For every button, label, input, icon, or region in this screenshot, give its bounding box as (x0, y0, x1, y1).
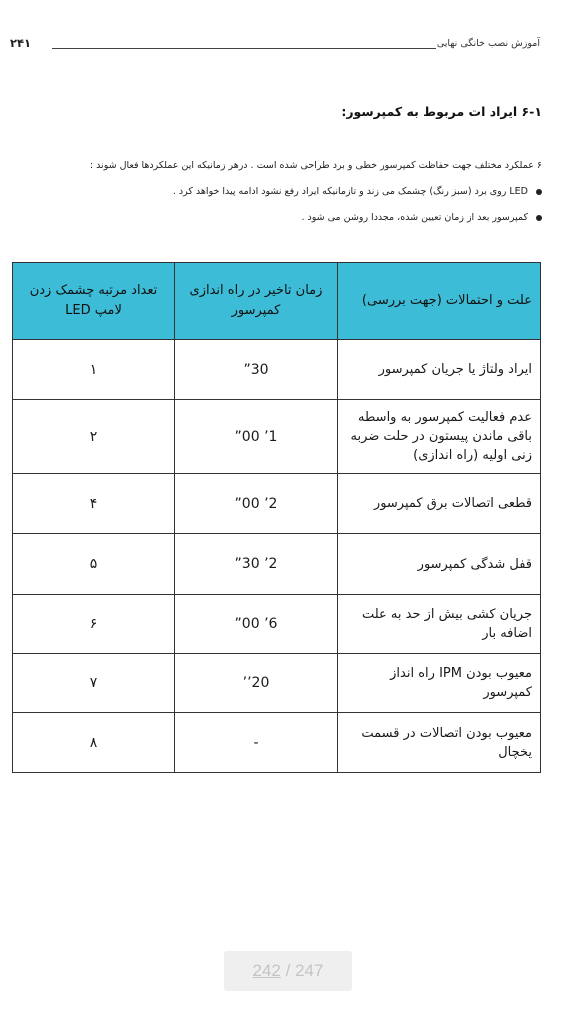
table-row (13, 340, 541, 400)
cell-delay: 20’’ (175, 654, 338, 713)
bullet-dot-icon (536, 189, 542, 195)
cell-delay: 6’ 00” (175, 595, 338, 654)
table-row (13, 713, 541, 773)
intro-paragraph: ۶ عملکرد مختلف جهت حفاظت کمپرسور خطی و برد طراحی شده است . درهر زمانیکه این عملکردها فعال شوند : (89, 160, 542, 171)
cell-cause: قطعی اتصالات برق کمپرسور (338, 474, 541, 534)
table-row (13, 400, 541, 474)
cell-cause: قفل شدگی کمپرسور (338, 534, 541, 595)
cell-blink: ۸ (13, 713, 175, 773)
cell-delay: - (175, 713, 338, 773)
page-indicator[interactable] (224, 951, 352, 991)
cell-delay: 1’ 00” (175, 400, 338, 474)
cell-blink: ۱ (13, 340, 175, 400)
cell-blink: ۴ (13, 474, 175, 534)
table-row (13, 534, 541, 595)
header-title: آموزش نصب خانگی نهایی (436, 38, 540, 49)
table-header-row (13, 263, 541, 340)
table-row (13, 654, 541, 713)
header-delay: زمان تاخیر در راه اندازی کمپرسور (175, 263, 338, 340)
pager-current-page[interactable]: 242 (252, 961, 281, 980)
header-blink: تعداد مرتبه چشمک زدن لامپ LED (13, 263, 175, 340)
cell-delay: 30” (175, 340, 338, 400)
header-cause: علت و احتمالات (جهت بررسی) (338, 263, 541, 340)
table-row (13, 474, 541, 534)
cell-cause: عدم فعالیت کمپرسور به واسطه باقی ماندن پیستون در حلت ضربه زنی اولیه (راه اندازی) (338, 400, 541, 474)
cell-blink: ۷ (13, 654, 175, 713)
cell-cause: ایراد ولتاژ یا جریان کمپرسور (338, 340, 541, 400)
cell-blink: ۲ (13, 400, 175, 474)
cell-delay: 2’ 30” (175, 534, 338, 595)
compressor-errors-table (12, 262, 541, 773)
table-row (13, 595, 541, 654)
cell-cause: معیوب بودن IPM راه انداز کمپرسور (338, 654, 541, 713)
page-number: ۲۴۱ (10, 36, 32, 50)
bullet-item (62, 210, 542, 236)
section-title: ۶-۱ ایراد ات مربوط به کمپرسور: (341, 104, 542, 119)
bullet-dot-icon (536, 215, 542, 221)
cell-blink: ۵ (13, 534, 175, 595)
cell-blink: ۶ (13, 595, 175, 654)
bullet-item (62, 184, 542, 210)
page-header (10, 36, 540, 56)
cell-delay: 2’ 00” (175, 474, 338, 534)
bullet-text: LED روی برد (سبز رنگ) چشمک می زند و تازمانیکه ایراد رفع نشود ادامه پیدا خواهد کرد . (172, 186, 528, 197)
header-rule (52, 48, 436, 49)
table-container (12, 262, 540, 773)
bullet-text: کمپرسور بعد از زمان تعیین شده، مجددا روشن می شود . (301, 212, 528, 223)
cell-cause: جریان کشی بیش از حد به علت اضافه بار (338, 595, 541, 654)
pager-separator: / (285, 961, 291, 980)
bullet-list (62, 184, 542, 236)
cell-cause: معیوب بودن اتصالات در قسمت یخچال (338, 713, 541, 773)
pager-total-pages: 247 (295, 961, 324, 980)
